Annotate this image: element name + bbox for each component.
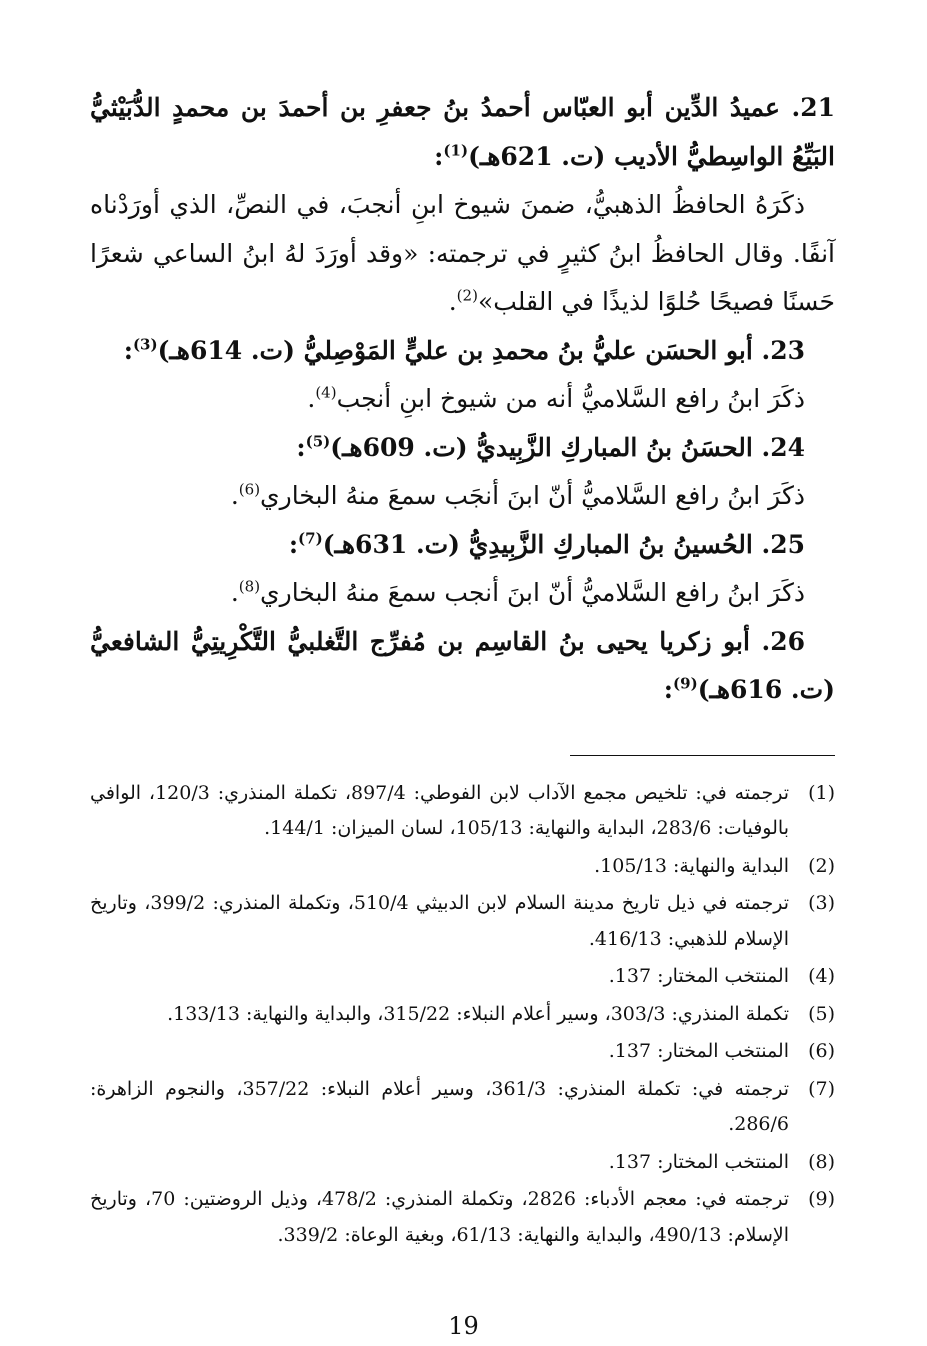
footnote-number: (5) (808, 1002, 835, 1025)
footnote-text: ترجمته في: تكملة المنذري: 361/3، وسير أعلام النبلاء: 357/22، والنجوم الزاهرة: 286/6. (90, 1077, 789, 1135)
footnote-ref[interactable]: (6) (238, 480, 261, 499)
body-period: . (448, 287, 457, 316)
entry-heading-26 (90, 618, 835, 715)
footnote-number: (9) (808, 1188, 835, 1210)
heading-colon: : (288, 529, 299, 559)
footnote-text: ترجمته في ذيل تاريخ مدينة السلام لابن الدبيثي 510/4، وتكملة المنذري: 399/2، وتاريخ الإسلام للذهبي: 416/13. (90, 892, 790, 950)
entry-heading-text: 23. أبو الحسَن عليُّ بنُ محمدِ بن عليٍّ المَوْصِليُّ (ت. 614هـ) (157, 335, 805, 365)
footnote-ref[interactable]: (5) (305, 432, 331, 451)
footnote-number: (2) (808, 854, 835, 877)
entry-body-21 (90, 181, 835, 327)
footnote-number: (1) (808, 781, 835, 804)
footnote-text: تكملة المنذري: 303/3، وسير أعلام النبلاء: 315/22، والبداية والنهاية: 133/13. (167, 1002, 789, 1025)
footnote-separator (570, 755, 835, 756)
entry-body-25 (90, 569, 835, 618)
footnote-number: (4) (808, 965, 835, 987)
footnote-number: (3) (808, 892, 835, 914)
footnote-item (90, 1145, 835, 1181)
footnote-ref[interactable]: (4) (315, 383, 337, 402)
footnote-item (90, 997, 835, 1033)
entry-body-text: ذكَرَ ابنُ رافع السَّلاميُّ أنّ ابنَ أنجَب سمعَ منهُ البخاري (260, 481, 805, 510)
footnote-item (90, 849, 835, 885)
entry-heading-text: 24. الحسَنُ بنُ المباركِ الزَّبِيديُّ (ت. 609هـ) (330, 432, 805, 462)
body-period: . (230, 481, 239, 510)
footnote-ref[interactable]: (2) (456, 286, 478, 305)
body-period: . (230, 578, 239, 607)
entry-heading-text: 21. عميدُ الدِّين أبو العبّاس أحمدُ بنُ جعفرِ بن أحمدَ بن محمدٍ الدُّبَيْثيُّ البَيِّعُ الواسِطيُّ الأديب (ت. 621هـ) (90, 93, 835, 171)
footnotes (90, 776, 835, 1254)
footnote-item (90, 959, 835, 995)
footnote-text: المنتخب المختار: 137. (608, 1040, 789, 1062)
footnote-item (90, 1034, 835, 1070)
entry-heading-text: 25. الحُسينُ بنُ المباركِ الزَّبِيدِيُّ (ت. 631هـ) (322, 529, 805, 559)
entry-body-text: ذكَرَ ابنُ رافع السَّلاميُّ أنه من شيوخ ابنِ أنجب (336, 384, 805, 413)
footnote-item (90, 1182, 835, 1253)
heading-colon: : (296, 432, 306, 462)
footnote-item (90, 1072, 835, 1143)
footnote-text: ترجمته في: معجم الأدباء: 2826، وتكملة المنذري: 478/2، وذيل الروضتين: 70، وتاريخ الإسلام: 490/13، والبداية والنهاية: 61/13، وبغية الوعاة: 339/2. (90, 1188, 790, 1246)
footnote-text: ترجمته في: تلخيص مجمع الآداب لابن الفوطي: 897/4، تكملة المنذري: 120/3، الوافي بالوفيات: 283/6، البداية والنهاية: 105/13، لسان الميزان: 144/1. (90, 781, 790, 839)
heading-colon: : (434, 141, 444, 171)
footnote-number: (8) (808, 1150, 835, 1173)
main-text (90, 84, 835, 715)
footnote-ref[interactable]: (9) (673, 674, 698, 693)
footnote-text: البداية والنهاية: 105/13. (594, 854, 789, 877)
page-number: 19 (448, 1312, 479, 1340)
footnote-item (90, 886, 835, 957)
footnote-ref[interactable]: (1) (443, 141, 469, 160)
footnote-text: المنتخب المختار: 137. (608, 965, 789, 987)
footnote-ref[interactable]: (7) (298, 529, 323, 548)
entry-body-text: ذكَرَ ابنُ رافع السَّلاميُّ أنّ ابنَ أنجب سمعَ منهُ البخاري (260, 578, 805, 607)
body-period: . (307, 384, 316, 413)
entry-heading-25 (90, 521, 835, 570)
entry-heading-24 (90, 424, 835, 473)
footnote-ref[interactable]: (3) (132, 335, 158, 354)
entry-body-23 (90, 375, 835, 424)
footnote-item (90, 776, 835, 847)
footnote-number: (7) (808, 1077, 835, 1100)
entry-body-text: ذكَرَهُ الحافظُ الذهبيُّ، ضمنَ شيوخ ابنِ أنجبَ، في النصِّ، الذي أورَدْناه آنفًا. وقال الحافظُ ابنُ كثيرٍ في ترجمته: «وقد أورَدَ لهُ ابنُ الساعي شعرًا حَسنًا فصيحًا حُلوًا لذيذًا في القلب» (90, 190, 835, 316)
entry-heading-21 (90, 84, 835, 181)
footnote-ref[interactable]: (8) (238, 577, 261, 596)
footnote-text: المنتخب المختار: 137. (608, 1150, 789, 1173)
entry-heading-23 (90, 327, 835, 376)
entry-heading-text: 26. أبو زكريا يحيى بنُ القاسِم بن مُفرِّج التَّغلبيُّ التَّكْرِيتِيُّ الشافعيُّ (ت. 616هـ) (90, 626, 835, 704)
entry-body-24 (90, 472, 835, 521)
heading-colon: : (663, 675, 674, 704)
heading-colon: : (123, 335, 133, 365)
footnote-number: (6) (808, 1040, 835, 1062)
